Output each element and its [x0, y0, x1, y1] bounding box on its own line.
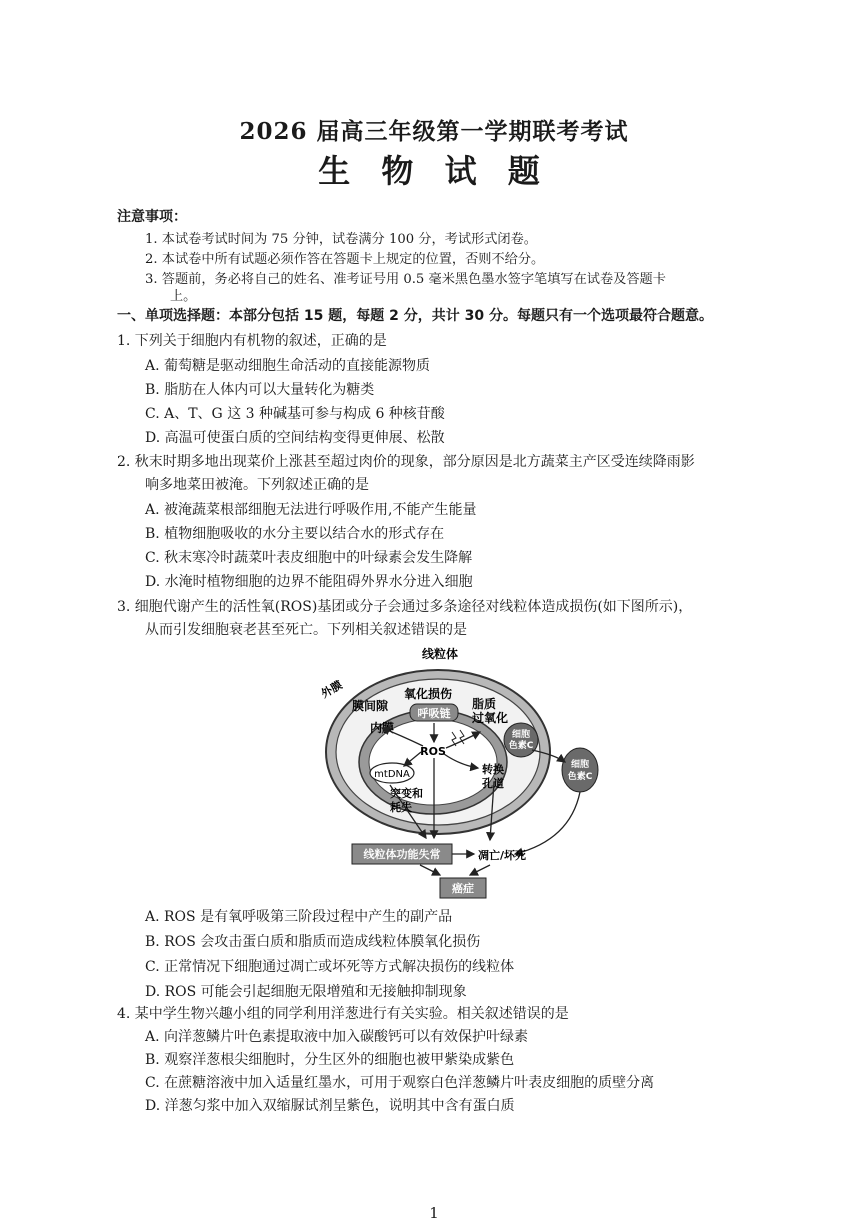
cytc-released-label-1: 细胞	[570, 760, 590, 770]
page-number: 1	[429, 1204, 439, 1222]
q3-option-b: B. ROS 会攻击蛋白质和脂质而造成线粒体膜氧化损伤	[145, 934, 481, 950]
q1-option-a: A. 葡萄糖是驱动细胞生命活动的直接能源物质	[145, 358, 431, 374]
notes-heading: 注意事项：	[117, 209, 187, 225]
q2-option-b: B. 植物细胞吸收的水分主要以结合水的形式存在	[145, 526, 445, 542]
note-item-1: 1. 本试卷考试时间为 75 分钟，试卷满分 100 分，考试形式闭卷。	[145, 232, 537, 247]
q3-option-d: D. ROS 可能会引起细胞无限增殖和无接触抑制现象	[145, 984, 467, 1000]
mtdna-label: mtDNA	[374, 769, 410, 780]
apoptosis-label: 凋亡/坏死	[478, 849, 527, 862]
pore-label: 孔道	[482, 777, 504, 790]
question-3-stem: 3. 细胞代谢产生的活性氧(ROS)基团或分子会通过多条途径对线粒体造成损伤(如下图所示)，	[117, 599, 693, 615]
q1-option-d: D. 高温可使蛋白质的空间结构变得更伸展、松散	[145, 430, 445, 446]
q4-option-d: D. 洋葱匀浆中加入双缩脲试剂呈紫色，说明其中含有蛋白质	[145, 1098, 515, 1114]
question-4-stem: 4. 某中学生物兴趣小组的同学利用洋葱进行有关实验。相关叙述错误的是	[117, 1006, 569, 1022]
q4-option-c: C. 在蔗糖溶液中加入适量红墨水，可用于观察白色洋葱鳞片叶表皮细胞的质壁分离	[145, 1075, 655, 1091]
mutation-label: 突变和	[390, 787, 423, 800]
q3-option-c: C. 正常情况下细胞通过凋亡或坏死等方式解决损伤的线粒体	[145, 959, 515, 975]
cytc-inner-label-2: 色素C	[508, 741, 534, 751]
q2-option-c: C. 秋末寒冷时蔬菜叶表皮细胞中的叶绿素会发生降解	[145, 550, 473, 566]
intermembrane-label: 膜间隙	[352, 699, 389, 713]
q1-option-c: C. A、T、G 这 3 种碱基可参与构成 6 种核苷酸	[145, 406, 445, 422]
q4-option-b: B. 观察洋葱根尖细胞时，分生区外的细胞也被甲紫染成紫色	[145, 1052, 515, 1068]
cancer-label: 癌症	[452, 882, 474, 895]
subject-title: 生 物 试 题	[318, 152, 550, 190]
oxidative-damage-label: 氧化损伤	[404, 687, 453, 701]
question-2-stem-cont: 响多地菜田被淹。下列叙述正确的是	[145, 477, 369, 493]
cytc-inner-label-1: 细胞	[511, 730, 531, 740]
question-2-stem: 2. 秋末时期多地出现菜价上涨甚至超过肉价的现象，部分原因是北方蔬菜主产区受连续降雨影	[117, 454, 695, 470]
question-1-stem: 1. 下列关于细胞内有机物的叙述，正确的是	[117, 333, 387, 349]
resp-chain-label: 呼吸链	[417, 707, 451, 720]
cytochrome-c-released	[562, 748, 598, 792]
q2-option-d: D. 水淹时植物细胞的边界不能阻碍外界水分进入细胞	[145, 574, 473, 590]
outer-membrane-label: 外膜	[319, 678, 345, 701]
inner-membrane-label: 内膜	[370, 721, 395, 735]
note-item-3: 3. 答题前，务必将自己的姓名、准考证号用 0.5 毫米黑色墨水签字笔填写在试卷及答题卡	[145, 272, 666, 287]
transition-label: 转换	[482, 763, 504, 776]
lipid-perox-label: 过氧化	[472, 711, 509, 725]
mitochondria-ros-diagram	[300, 640, 600, 904]
ros-label: ROS	[420, 745, 446, 758]
q1-option-b: B. 脂肪在人体内可以大量转化为糖类	[145, 382, 375, 398]
note-item-3-cont: 上。	[170, 289, 197, 304]
lipid-label: 脂质	[472, 697, 497, 711]
q3-option-a: A. ROS 是有氧呼吸第三阶段过程中产生的副产品	[145, 909, 453, 925]
dysfunction-label: 线粒体功能失常	[363, 848, 441, 861]
exam-title: 2026 届高三年级第一学期联考考试	[239, 118, 629, 145]
q2-option-a: A. 被淹蔬菜根部细胞无法进行呼吸作用,不能产生能量	[145, 502, 477, 518]
q4-option-a: A. 向洋葱鳞片叶色素提取液中加入碳酸钙可以有效保护叶绿素	[145, 1029, 529, 1045]
depletion-label: 耗失	[390, 801, 412, 814]
cytc-released-label-2: 色素C	[567, 772, 593, 782]
section-heading: 一、单项选择题：本部分包括 15 题，每题 2 分，共计 30 分。每题只有一个选项最符合题意。	[117, 308, 713, 324]
question-3-stem-cont: 从而引发细胞衰老甚至死亡。下列相关叙述错误的是	[145, 622, 467, 638]
cytochrome-c-inner	[504, 723, 538, 757]
mito-label: 线粒体	[421, 647, 459, 661]
note-item-2: 2. 本试卷中所有试题必须作答在答题卡上规定的位置，否则不给分。	[145, 252, 545, 267]
